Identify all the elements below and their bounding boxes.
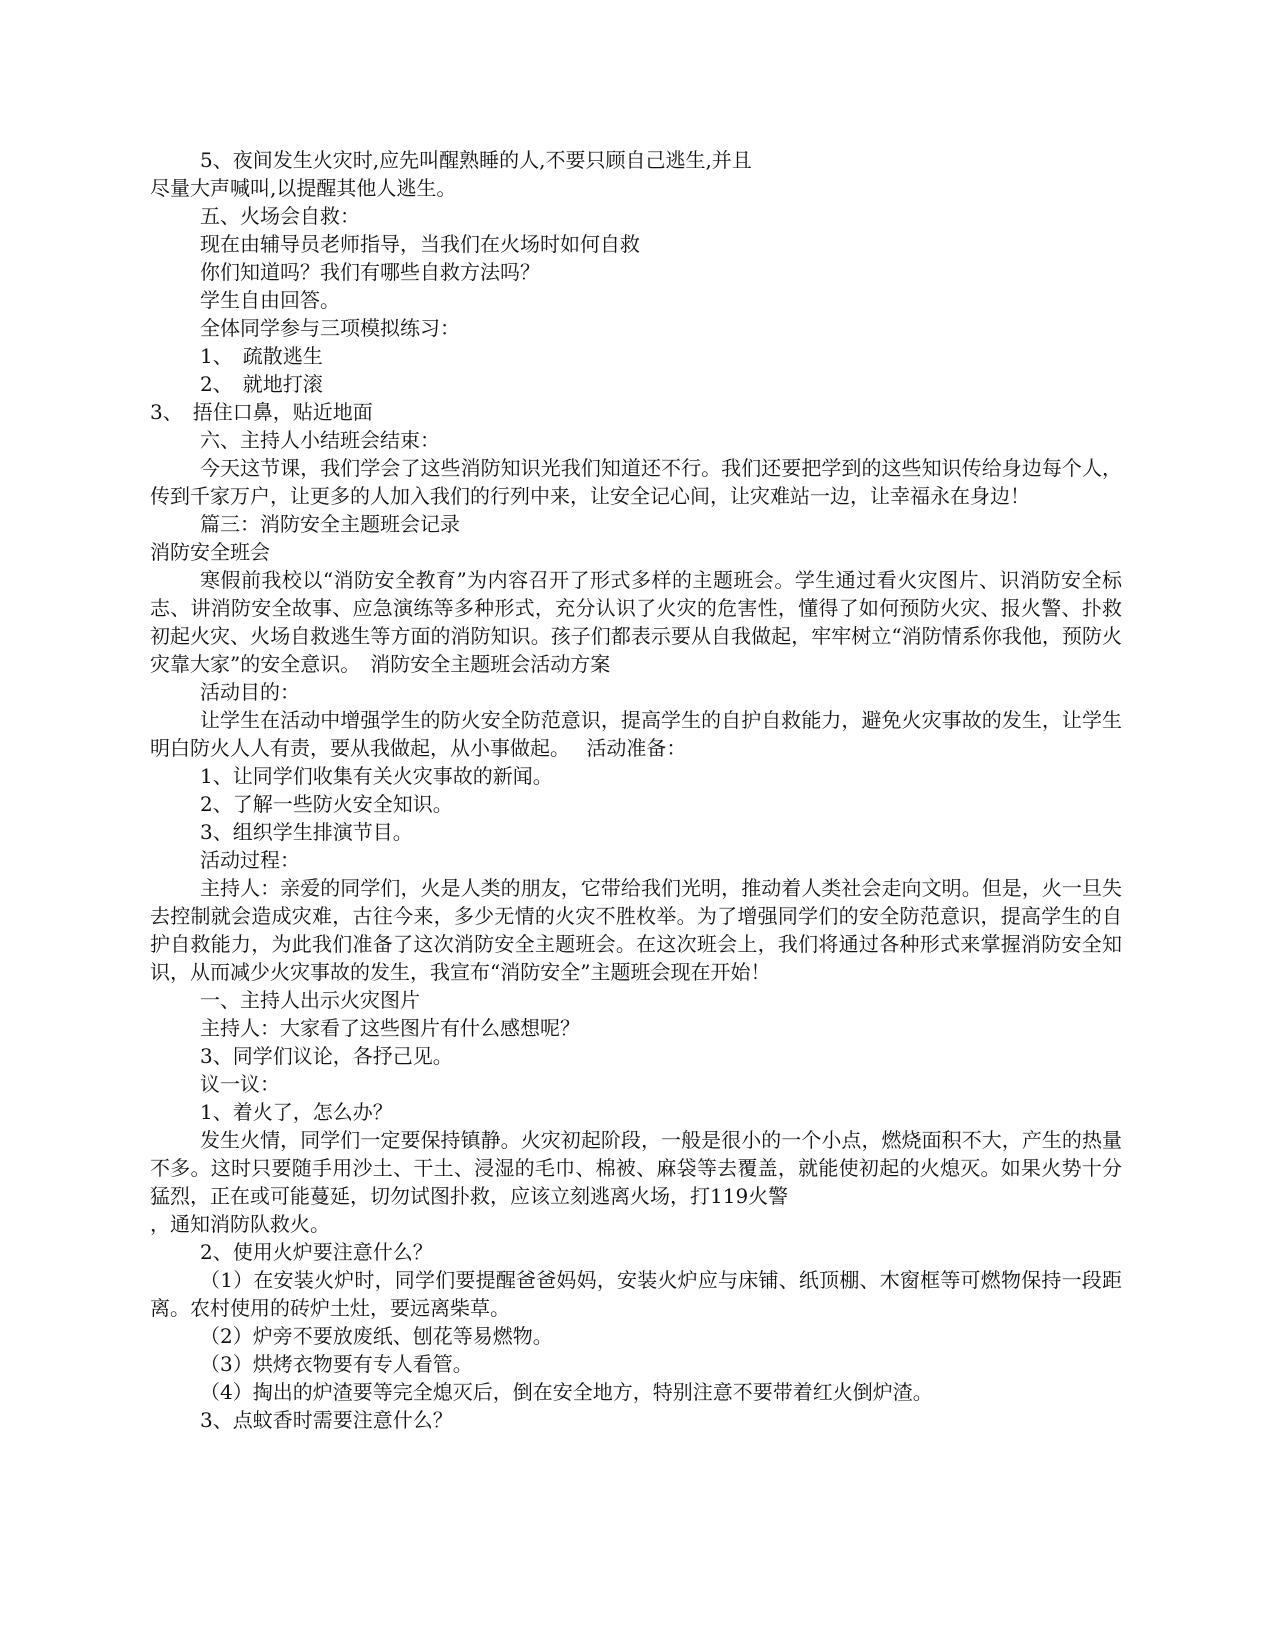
- paragraph-escape-tip-5: 5、夜间发生火灾时,应先叫醒熟睡的人,不要只顾自己逃生,并且: [200, 148, 752, 172]
- question-stove: 2、使用火炉要注意什么？: [200, 1240, 433, 1264]
- heading-fire-safety-meeting: 消防安全班会: [150, 540, 270, 564]
- paragraph-drill-intro: 全体同学参与三项模拟练习：: [200, 316, 460, 340]
- paragraph-host-question: 主持人：大家看了这些图片有什么感想呢？: [200, 1016, 580, 1040]
- list-item-stove-2: （2）炉旁不要放废纸、刨花等易燃物。: [200, 1324, 553, 1348]
- list-item-stove-4: （4）掏出的炉渣要等完全熄灭后，倒在安全地方，特别注意不要带着红火倒炉渣。: [200, 1380, 933, 1404]
- heading-activity-process: 活动过程：: [200, 848, 300, 872]
- list-item-evacuate: 1、 疏散逃生: [200, 344, 323, 368]
- list-item-roll: 2、 就地打滚: [200, 372, 323, 396]
- question-on-fire: 1、着火了，怎么办？: [200, 1100, 393, 1124]
- paragraph-counselor-guide: 现在由辅导员老师指导，当我们在火场时如何自救: [200, 232, 640, 256]
- heading-show-pictures: 一、主持人出示火灾图片: [200, 988, 420, 1012]
- paragraph-host-opening: 主持人：亲爱的同学们，火是人类的朋友，它带给我们光明，推动着人类社会走向文明。但是，火一旦失去控制就会造成灾难，古往今来，多少无情的火灾不胜枚举。为了增强同学们的安全防范意识，提高学生的自护自救能力，为此我们准备了这次消防安全主题班会。在这次班会上，我们将通过各种形式来掌握消防安全知识，从而减少火灾事故的发生，我宣布“消防安全”主题班会现在开始！: [150, 876, 1122, 984]
- list-item-cover-mouth: 3、 捂住口鼻，贴近地面: [150, 400, 373, 424]
- paragraph-summary: 今天这节课，我们学会了这些消防知识光我们知道还不行。我们还要把学到的这些知识传给身边每个人，传到千家万户，让更多的人加入我们的行列中来，让安全记心间，让灾难站一边，让幸福永在身边！: [150, 456, 1122, 508]
- paragraph-discussion: 3、同学们议论，各抒己见。: [200, 1044, 453, 1068]
- paragraph-question: 你们知道吗？我们有哪些自救方法吗？: [200, 260, 540, 284]
- heading-discuss: 议一议：: [200, 1072, 280, 1096]
- paragraph-on-fire-answer: 发生火情，同学们一定要保持镇静。火灾初起阶段，一般是很小的一个小点，燃烧面积不大，产生的热量不多。这时只要随手用沙土、干土、浸湿的毛巾、棉被、麻袋等去覆盖，就能使初起的火熄灭。如果火势十分猛烈，正在或可能蔓延，切勿试图扑救，应该立刻逃离火场，打119火警: [150, 1128, 1122, 1208]
- paragraph-escape-tip-5-cont: 尽量大声喊叫,以提醒其他人逃生。: [150, 176, 457, 200]
- list-item-stove-3: （3）烘烤衣物要有专人看管。: [200, 1352, 473, 1376]
- list-item-stove-1: （1）在安装火炉时，同学们要提醒爸爸妈妈，安装火炉应与床铺、纸顶棚、木窗框等可燃物保持一段距离。农村使用的砖炉土灶，要远离柴草。: [150, 1268, 1122, 1320]
- document-body: [150, 146, 1122, 1434]
- heading-part-three: 篇三：消防安全主题班会记录: [200, 512, 460, 536]
- heading-activity-goal: 活动目的：: [200, 680, 300, 704]
- list-item-rehearse: 3、组织学生排演节目。: [200, 820, 413, 844]
- paragraph-meeting-record: 寒假前我校以“消防安全教育”为内容召开了形式多样的主题班会。学生通过看火灾图片、识消防安全标志、讲消防安全故事、应急演练等多种形式，充分认识了火灾的危害性，懂得了如何预防火灾、报火警、扑救初起火灾、火场自救逃生等方面的消防知识。孩子们都表示要从自我做起，牢牢树立“消防情系你我他，预防火灾靠大家”的安全意识。 消防安全主题班会活动方案: [150, 568, 1122, 676]
- list-item-collect-news: 1、让同学们收集有关火灾事故的新闻。: [200, 764, 553, 788]
- list-item-learn-knowledge: 2、了解一些防火安全知识。: [200, 792, 453, 816]
- heading-self-rescue: 五、火场会自救：: [200, 204, 360, 228]
- paragraph-on-fire-answer-cont: ，通知消防队救火。: [150, 1212, 330, 1236]
- paragraph-free-answer: 学生自由回答。: [200, 288, 340, 312]
- paragraph-activity-goal: 让学生在活动中增强学生的防火安全防范意识，提高学生的自护自救能力，避免火灾事故的发生，让学生明白防火人人有责，要从我做起，从小事做起。 活动准备：: [150, 708, 1122, 760]
- heading-host-summary: 六、主持人小结班会结束：: [200, 428, 440, 452]
- question-mosquito-coil: 3、点蚊香时需要注意什么？: [200, 1408, 453, 1432]
